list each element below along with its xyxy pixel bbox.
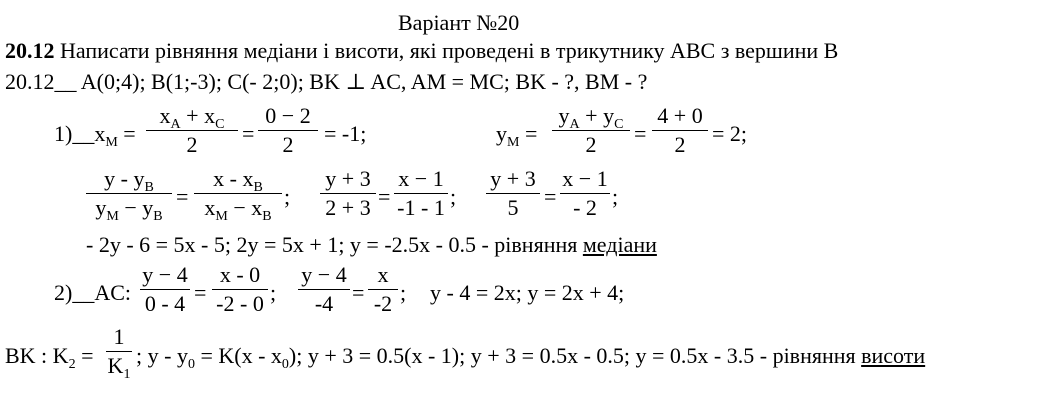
- fraction-y-4-over-4: y − 4 -4: [298, 262, 350, 317]
- fraction-y-yb: y - $y_B$ $y_M - y_B$: [86, 166, 172, 221]
- ym-lhs: $y_M$ =: [496, 121, 538, 150]
- median-word: медіани: [582, 232, 657, 257]
- xm-result: = -1;: [324, 121, 367, 146]
- ac-result: y - 4 = 2x; y = 2x + 4;: [430, 280, 625, 305]
- fraction-x-0-over-2-0: x - 0 -2 - 0: [212, 262, 268, 317]
- fraction-y-plus-3-over-5: y + 3 5: [486, 166, 540, 221]
- step2-marker: 2)__AC:: [54, 280, 132, 305]
- fraction-xa-xc: $x_A + x_C$ 2: [146, 103, 238, 158]
- fraction-x-xb: x - $x_B$ $x_M - x_B$: [194, 166, 282, 221]
- fraction-y-4-over-0-4: y − 4 0 - 4: [140, 262, 190, 317]
- variant-title: Варіант №20: [398, 10, 520, 35]
- ym-result: = 2;: [712, 121, 748, 146]
- fraction-x-over-2: x -2: [368, 262, 398, 317]
- solution-page: Варіант №20 20.12 Написати рівняння медіани і висоти, які проведені в трикутнику ABC з вершини B 20.12__ A(0;4); B(1;-3); C(- 2;0); BK ⊥ AC, AM = MC; BK - ?, BM - ? $1)\_\_x_M$ = $x_A + x_C$ 2 = 0 − 2 2 = -1; $y_M$ = $y_A + y_C$ 2 = 4 + 0 2 = 2; y - $y_B$ $y_M - y_B$ = x - $x_B$ $x_M - x_B$ ; y + 3 2 + 3 = x − 1 -1 - 1 ; y + 3 5 = x − 1 - 2 ; - 2y - 6 = 5x - 5; 2y = 5x + 1; y = -2.5x - 0.5 - рівняння медіани 2)__AC: y − 4 0 - 4 = x - 0 -2 - 0 ; y − 4 -4 = x -2 ; y - 4 = 2x; y = 2x + 4; BK : $K_2$ = 1 $K_1$ ; $y - y_0 = K(x - x_0)$; y + 3 = 0.5(x - 1); y + 3 = 0.5x - 0.5; y = 0.5x - 3.5 - рівняння висоти: [5, 10, 926, 382]
- fraction-x-minus-1: x − 1 -1 - 1: [394, 166, 448, 221]
- fraction-y-plus-3: y + 3 2 + 3: [320, 166, 376, 221]
- fraction-1-over-k1: 1 $K_1$: [107, 324, 131, 382]
- height-word: висоти: [861, 343, 926, 368]
- fraction-ya-yc: $y_A + y_C$ 2: [552, 103, 630, 158]
- given-line: 20.12__ A(0;4); B(1;-3); C(- 2;0); BK ⊥ AC, AM = MC; BK - ?, BM - ?: [5, 69, 648, 94]
- problem-statement: Написати рівняння медіани і висоти, які проведені в трикутнику ABC з вершини B: [54, 38, 839, 63]
- bk-label: BK : $K_2$ =: [5, 343, 94, 372]
- median-line: - 2y - 6 = 5x - 5; 2y = 5x + 1; y = -2.5x - 0.5 - рівняння медіани: [86, 232, 657, 257]
- fraction-0-minus-2: 0 − 2 2: [258, 103, 318, 158]
- problem-line: [5, 40, 838, 62]
- fraction-x-minus-1-over-2: x − 1 - 2: [560, 166, 610, 221]
- problem-number: 20.12: [5, 38, 55, 63]
- step1-marker: $1)\_\_x_M$ =: [54, 121, 136, 150]
- fraction-4-plus-0: 4 + 0 2: [652, 103, 708, 158]
- height-line: ; $y - y_0 = K(x - x_0)$; y + 3 = 0.5(x - 1); y + 3 = 0.5x - 0.5; y = 0.5x - 3.5 - рівняння висоти: [136, 343, 926, 372]
